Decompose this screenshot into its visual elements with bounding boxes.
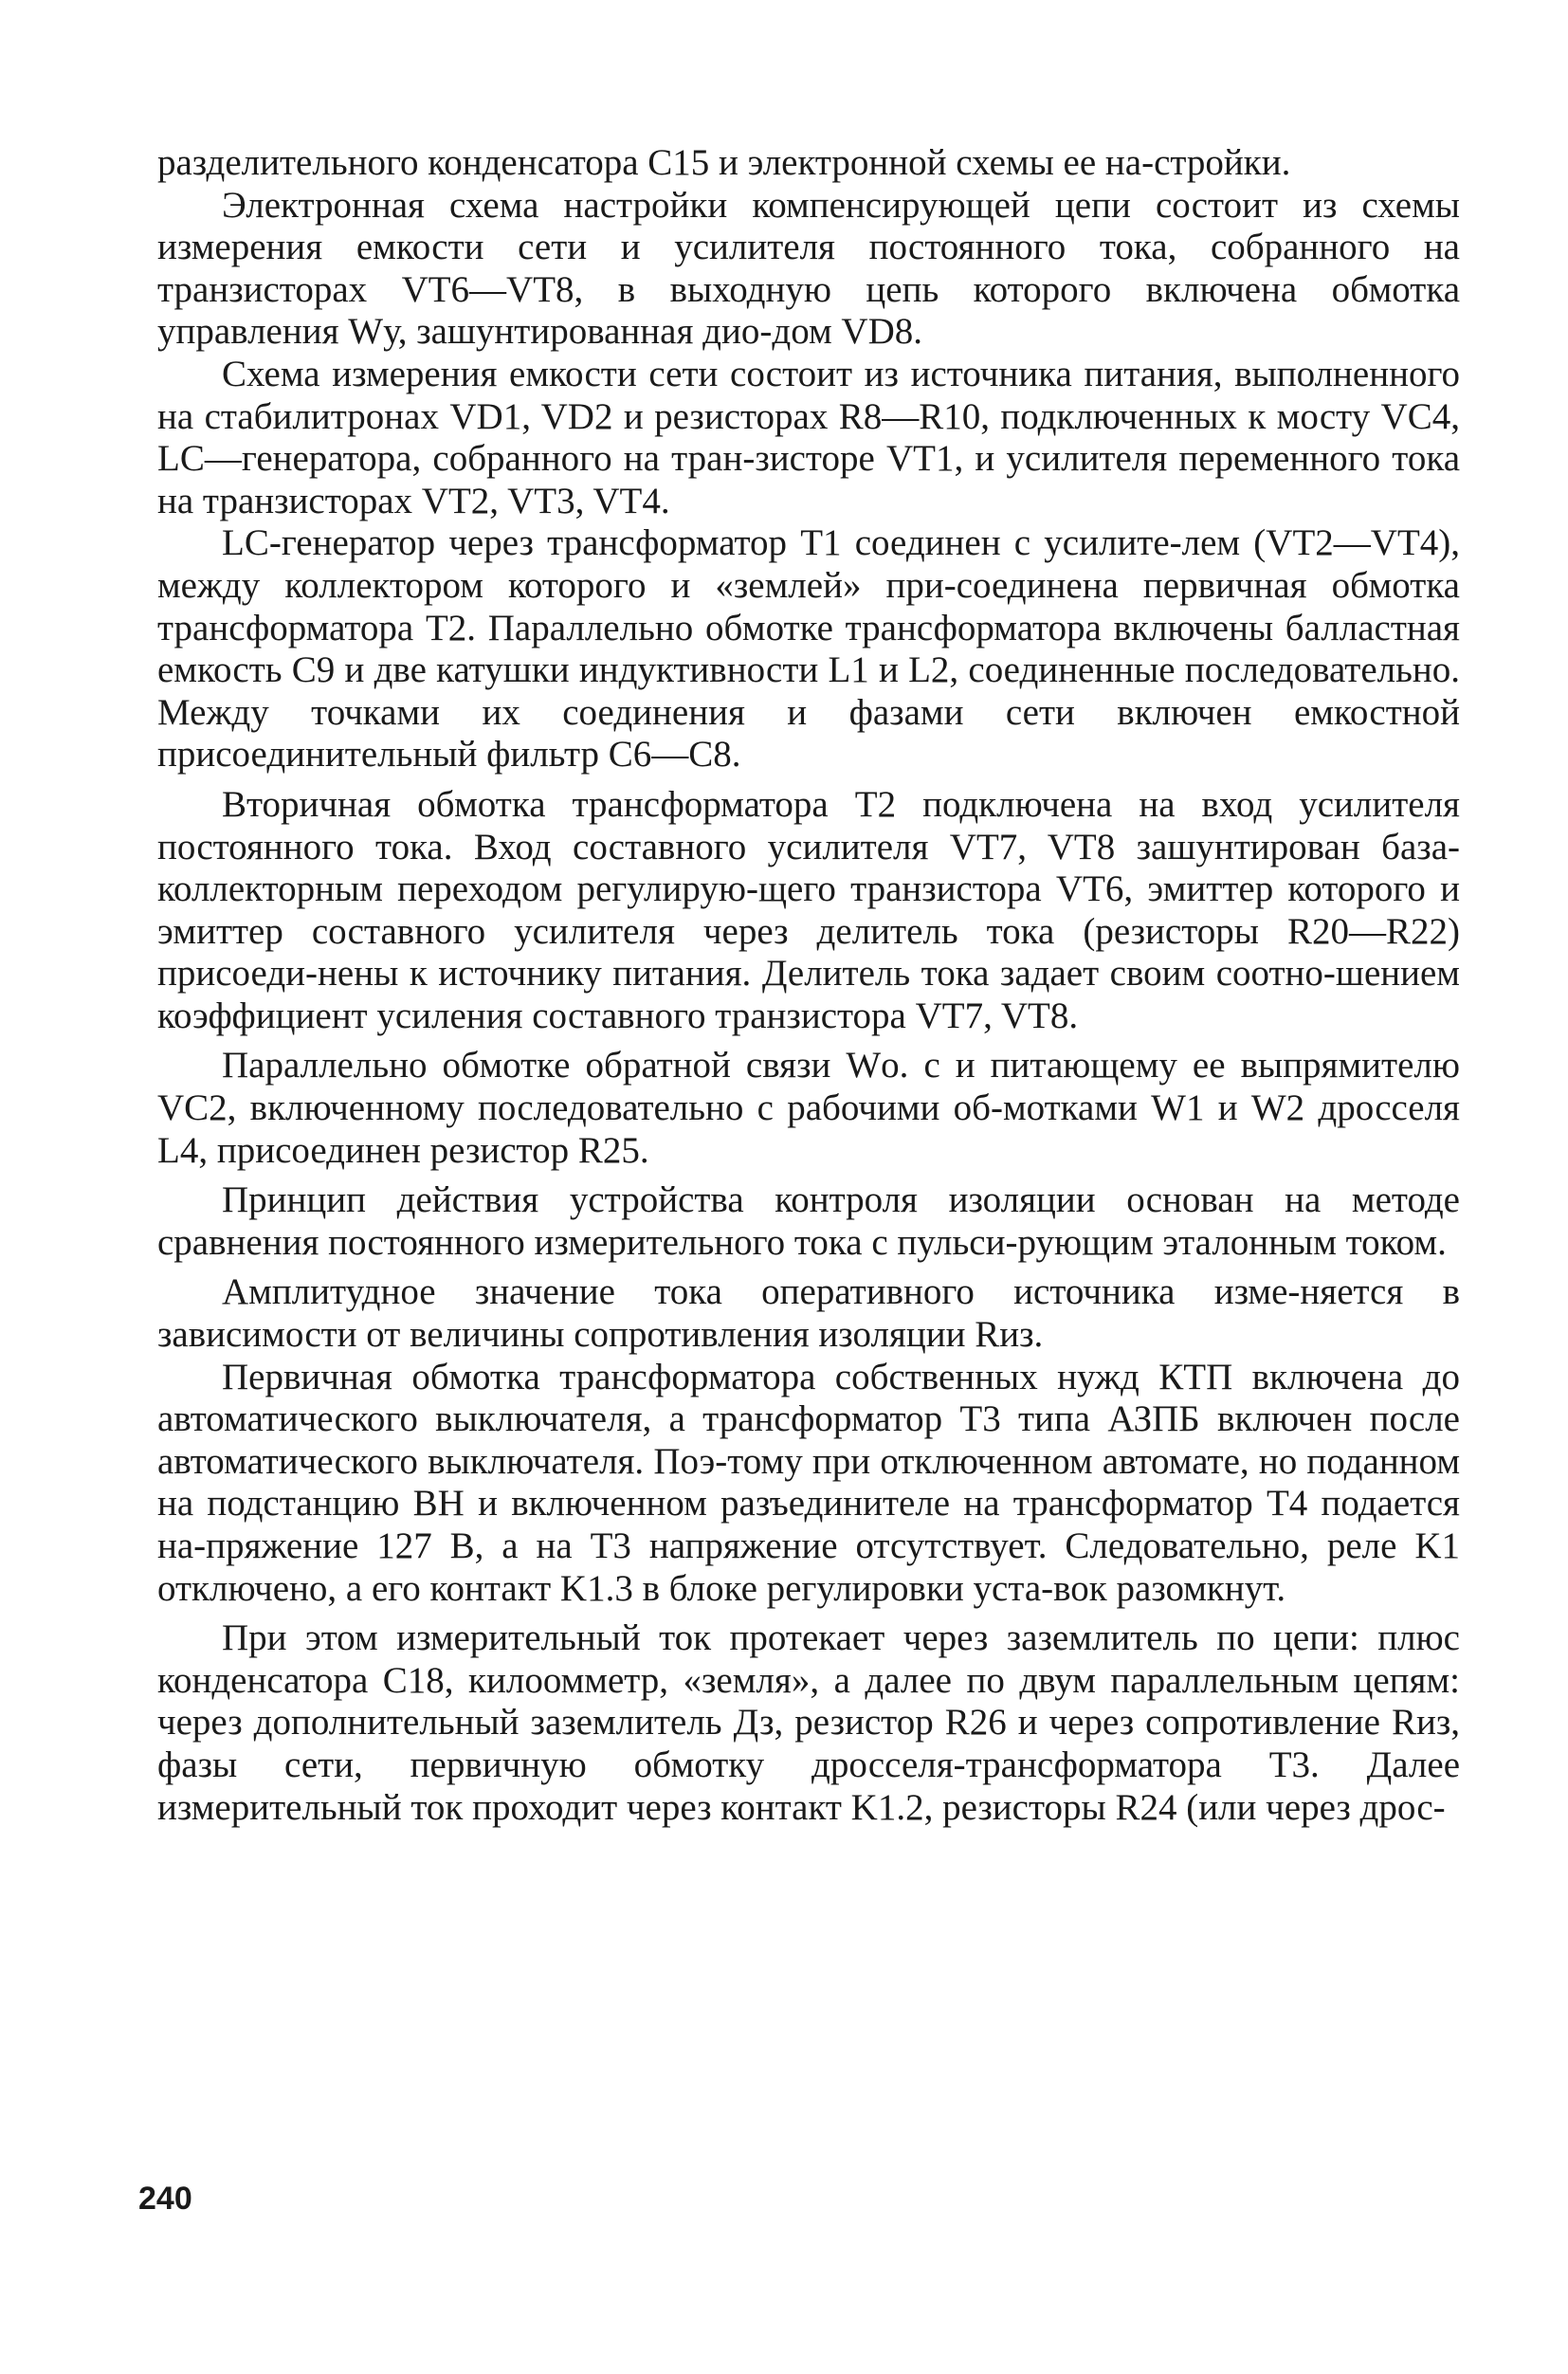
paragraph-8: Амплитудное значение тока оперативного источника изме-няется в зависимости от величины сопротивления изоляции Rиз. [157,1271,1460,1356]
paragraph-3: Схема измерения емкости сети состоит из источника питания, выполненного на стабилитронах VD1, VD2 и резисторах R8—R10, подключенных к мосту VC4, LC—генератора, собранного на тран-зисторе VT1, и усилителя переменного тока на транзисторах VT2, VT3, VT4. [157,353,1460,521]
page-number: 240 [138,2181,192,2217]
paragraph-9: Первичная обмотка трансформатора собственных нужд КТП включена до автоматического выключателя, а трансформатор T3 типа АЗПБ включен после автоматического выключателя. Поэ-тому при отключенном автомате, но поданном на подстанцию ВН и включенном разъединителе на трансформатор T4 подается на-пряжение 127 В, а на T3 напряжение отсутствует. Следовательно, реле K1 отключено, а его контакт K1.3 в блоке регулировки уста-вок разомкнут. [157,1356,1460,1609]
paragraph-1: разделительного конденсатора C15 и электронной схемы ее на-стройки. [157,142,1291,183]
paragraph-10: При этом измерительный ток протекает через заземлитель по цепи: плюс конденсатора C18, килоомметр, «земля», а далее по двум параллельным цепям: через дополнительный заземлитель Дз, резистор R26 и через сопротивление Rиз, фазы сети, первичную обмотку дросселя-трансформатора T3. Далее измерительный ток проходит через контакт K1.2, резисторы R24 (или через дрос- [157,1617,1460,1828]
paragraph-5: Вторичная обмотка трансформатора T2 подключена на вход усилителя постоянного тока. Вход составного усилителя VT7, VT8 зашунтирован база-коллекторным переходом регулирую-щего транзистора VT6, эмиттер которого и эмиттер составного усилителя через делитель тока (резисторы R20—R22) присоеди-нены к источнику питания. Делитель тока задает своим соотно-шением коэффициент усиления составного транзистора VT7, VT8. [157,783,1460,1036]
paragraph-6: Параллельно обмотке обратной связи Wо. с и питающему ее выпрямителю VC2, включенному последовательно с рабочими об-мотками W1 и W2 дросселя L4, присоединен резистор R25. [157,1045,1460,1171]
page-text [157,142,1460,1829]
paragraph-7: Принцип действия устройства контроля изоляции основан на методе сравнения постоянного измерительного тока с пульси-рующим эталонным током. [157,1179,1460,1263]
paragraph-4: LC-генератор через трансформатор T1 соединен с усилите-лем (VT2—VT4), между коллектором которого и «землей» при-соединена первичная обмотка трансформатора T2. Параллельно обмотке трансформатора включены балластная емкость C9 и две катушки индуктивности L1 и L2, соединенные последовательно. Между точками их соединения и фазами сети включен емкостной присоединительный фильтр C6—C8. [157,522,1460,776]
paragraph-2: Электронная схема настройки компенсирующей цепи состоит из схемы измерения емкости сети и усилителя постоянного тока, собранного на транзисторах VT6—VT8, в выходную цепь которого включена обмотка управления Wу, зашунтированная дио-дом VD8. [157,184,1460,353]
